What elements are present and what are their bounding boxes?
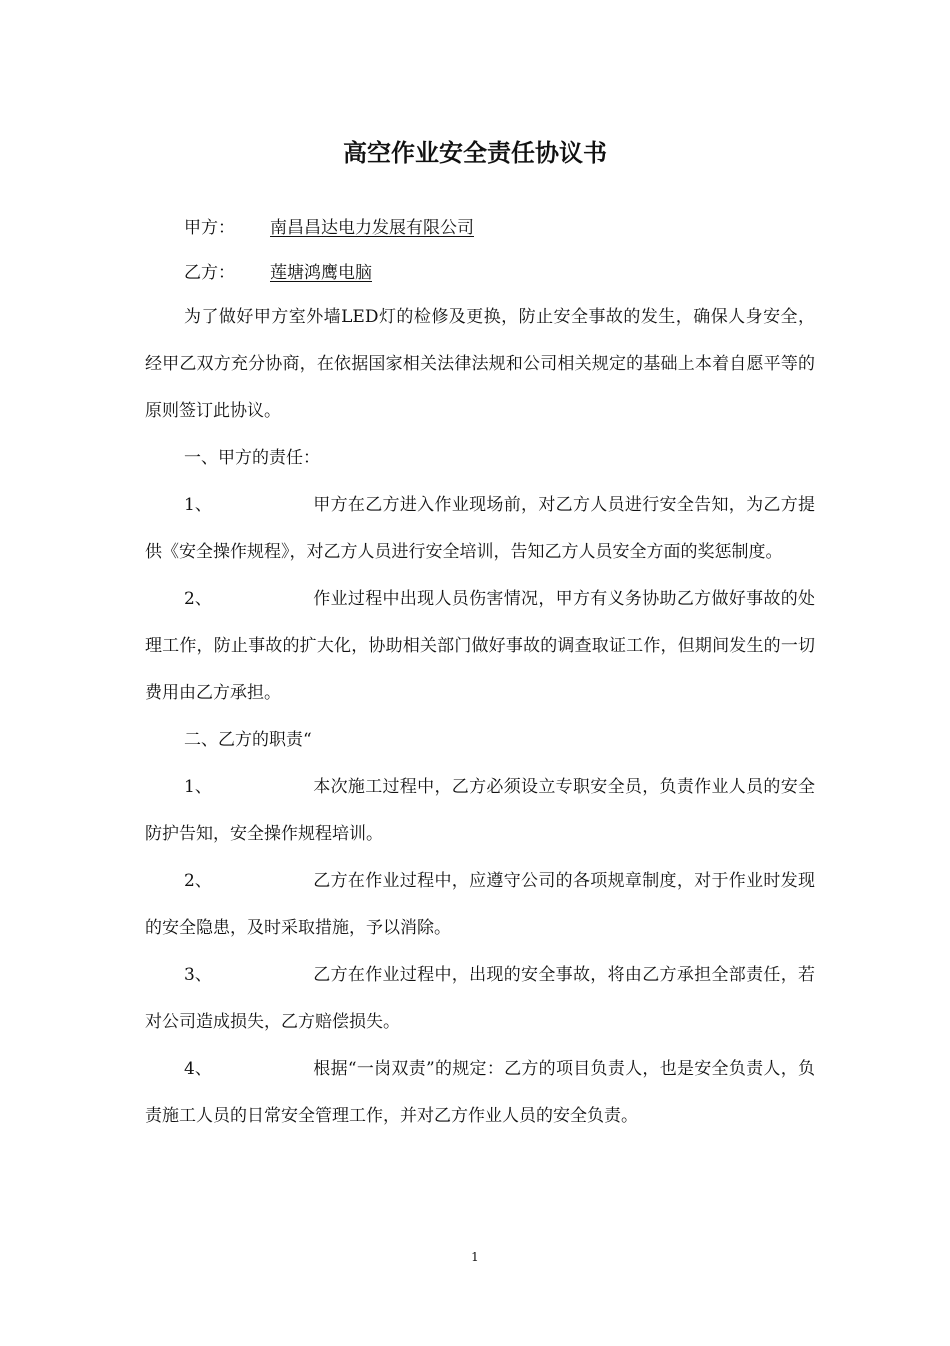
party-a-line (184, 216, 474, 240)
item-text: 甲方在乙方进入作业现场前，对乙方人员进行安全告知，为乙方提供《安全操作规程》，对乙方人员进行安全培训，告知乙方人员安全方面的奖惩制度。 (145, 495, 815, 562)
item-number: 3、 (184, 965, 212, 985)
document-title: 高空作业安全责任协议书 (343, 138, 607, 167)
item-text: 本次施工过程中，乙方必须设立专职安全员，负责作业人员的安全防护告知，安全操作规程培训。 (145, 777, 815, 844)
party-b-line (184, 261, 372, 285)
intro-paragraph: 为了做好甲方室外墙LED灯的检修及更换，防止安全事故的发生，确保人身安全，经甲乙双方充分协商，在依据国家相关法律法规和公司相关规定的基础上本着自愿平等的原则签订此协议。 (145, 307, 815, 421)
document-body (145, 294, 815, 1140)
section-2-item-2 (145, 858, 815, 952)
item-text: 作业过程中出现人员伤害情况，甲方有义务协助乙方做好事故的处理工作，防止事故的扩大化，协助相关部门做好事故的调查取证工作，但期间发生的一切费用由乙方承担。 (145, 589, 815, 703)
section-1-item-1 (145, 482, 815, 576)
section-2-item-1 (145, 764, 815, 858)
party-a-name: 南昌昌达电力发展有限公司 (270, 218, 474, 238)
item-number: 2、 (184, 871, 212, 891)
item-text: 乙方在作业过程中，应遵守公司的各项规章制度，对于作业时发现的安全隐患，及时采取措施，予以消除。 (145, 871, 815, 938)
item-number: 4、 (184, 1059, 212, 1079)
section-2-heading: 二、乙方的职责“ (184, 730, 312, 750)
item-text: 乙方在作业过程中，出现的安全事故，将由乙方承担全部责任，若对公司造成损失，乙方赔偿损失。 (145, 965, 815, 1032)
section-1-heading: 一、甲方的责任： (184, 448, 320, 468)
party-a-label: 甲方： (184, 218, 235, 238)
party-b-label: 乙方： (184, 263, 235, 283)
party-b-name: 莲塘鸿鹰电脑 (270, 263, 372, 283)
page-number: 1 (471, 1250, 479, 1264)
section-2-item-4 (145, 1046, 815, 1140)
item-number: 1、 (184, 777, 212, 797)
section-1-item-2 (145, 576, 815, 717)
section-2-item-3 (145, 952, 815, 1046)
item-number: 1、 (184, 495, 212, 515)
item-text: 根据“一岗双责”的规定：乙方的项目负责人，也是安全负责人，负责施工人员的日常安全管理工作，并对乙方作业人员的安全负责。 (145, 1059, 815, 1126)
item-number: 2、 (184, 589, 212, 609)
